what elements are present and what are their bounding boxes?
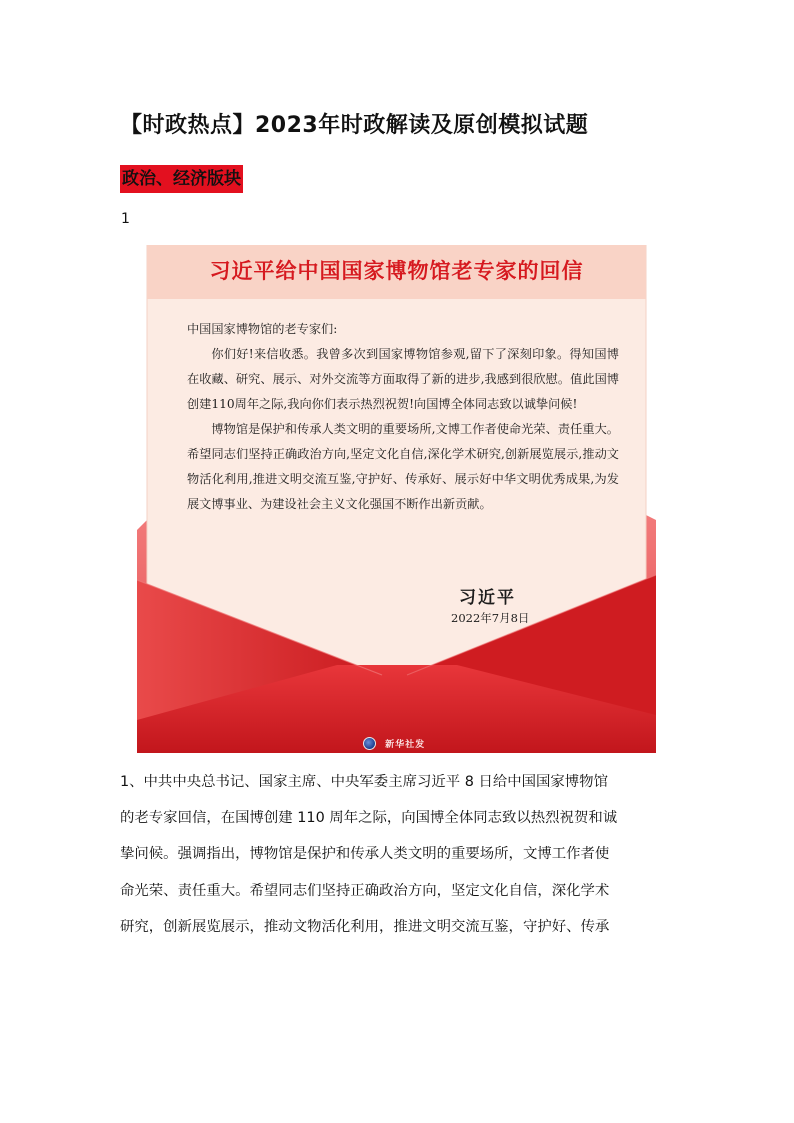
article-line: 研究，创新展览展示，推动文物活化利用，推进文明交流互鉴，守护好、传承 bbox=[120, 918, 610, 935]
letter-heading: 习近平给中国国家博物馆老专家的回信 bbox=[209, 258, 584, 283]
article-line: 挚问候。强调指出，博物馆是保护和传承人类文明的重要场所，文博工作者使 bbox=[120, 846, 610, 863]
section-badge: 政治、经济版块 bbox=[120, 165, 243, 193]
page-title: 【时政热点】2023年时政解读及原创模拟试题 bbox=[120, 113, 589, 138]
xinhua-logo-icon bbox=[363, 737, 376, 750]
item-number: 1 bbox=[121, 211, 130, 227]
letter-body bbox=[187, 317, 619, 517]
source-mark bbox=[363, 733, 426, 750]
article-body bbox=[120, 764, 674, 945]
letter-image bbox=[137, 245, 656, 753]
article-line: 1、中共中央总书记、国家主席、中央军委主席习近平 8 日给中国国家博物馆 bbox=[120, 774, 608, 790]
letter-date: 2022年7月8日 bbox=[451, 611, 530, 625]
letter-signature: 习近平 bbox=[459, 588, 516, 608]
source-text: 新华社发 bbox=[385, 740, 426, 750]
article-line: 的老专家回信，在国博创建 110 周年之际，向国博全体同志致以热烈祝贺和诚 bbox=[120, 810, 618, 827]
letter-paragraph-1: 你们好!来信收悉。我曾多次到国家博物馆参观,留下了深刻印象。得知国博在收藏、研究、展示、对外交流等方面取得了新的进步,我感到很欣慰。值此国博创建110周年之际,我向你们表示热烈祝贺!向国博全体同志致以诚挚问候! bbox=[187, 347, 619, 411]
letter-salutation: 中国国家博物馆的老专家们: bbox=[187, 322, 338, 336]
letter-paragraph-2: 博物馆是保护和传承人类文明的重要场所,文博工作者使命光荣、责任重大。希望同志们坚持正确政治方向,坚定文化自信,深化学术研究,创新展览展示,推动文物活化利用,推进文明交流互鉴,守护好、传承好、展示好中华文明优秀成果,为发展文博事业、为建设社会主义文化强国不断作出新贡献。 bbox=[187, 422, 619, 511]
article-line: 命光荣、责任重大。希望同志们坚持正确政治方向，坚定文化自信，深化学术 bbox=[120, 882, 610, 899]
